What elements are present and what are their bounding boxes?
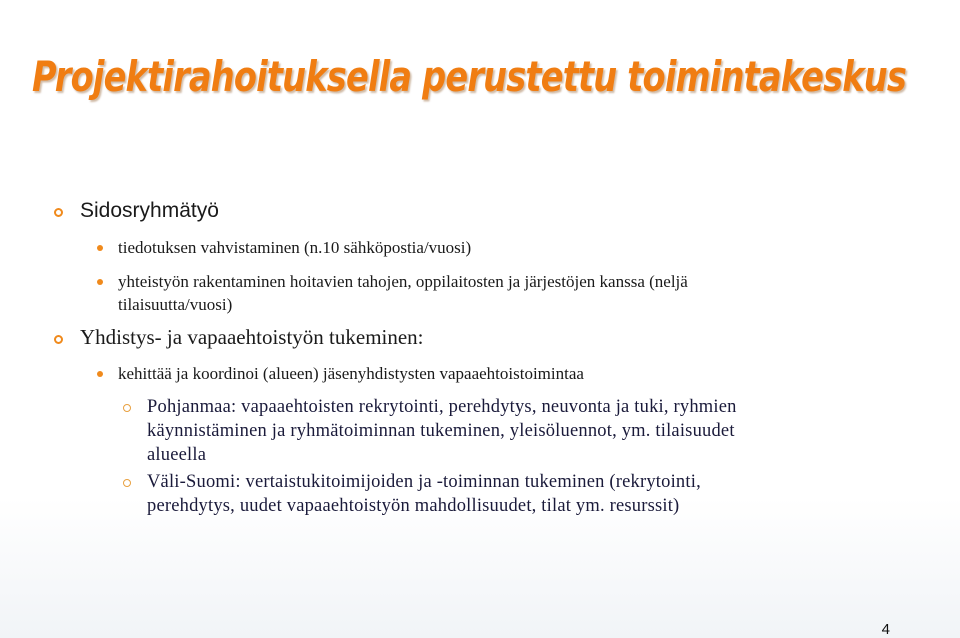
bullet-level3-continuation: käynnistäminen ja ryhmätoiminnan tukeminen, yleisöluennot, ym. tilaisuudet — [147, 421, 735, 441]
bullet-level3-continuation: alueella — [147, 445, 207, 465]
ring-bullet-icon — [54, 335, 63, 344]
dot-bullet-icon — [97, 371, 103, 377]
dot-bullet-icon — [97, 279, 103, 285]
bullet-level2: kehittää ja koordinoi (alueen) jäsenyhdistysten vapaaehtoistoimintaa — [118, 364, 584, 383]
ring-bullet-icon — [123, 479, 131, 487]
slide-title: Projektirahoituksella perustettu toimintakeskus — [32, 52, 907, 101]
bullet-level1: Yhdistys- ja vapaaehtoistyön tukeminen: — [80, 325, 424, 349]
ring-bullet-icon — [123, 404, 131, 412]
dot-bullet-icon — [97, 245, 103, 251]
bullet-level2: yhteistyön rakentaminen hoitavien tahojen, oppilaitosten ja järjestöjen kanssa (neljä — [118, 272, 688, 291]
bullet-level2-continuation: tilaisuutta/vuosi) — [118, 295, 233, 314]
bullet-level2: tiedotuksen vahvistaminen (n.10 sähköpostia/vuosi) — [118, 238, 472, 257]
bullet-level1: Sidosryhmätyö — [80, 199, 219, 222]
page-number: 4 — [881, 621, 890, 638]
bullet-level3: Väli-Suomi: vertaistukitoimijoiden ja -toiminnan tukeminen (rekrytointi, — [147, 472, 701, 492]
ring-bullet-icon — [54, 208, 63, 217]
bullet-level3-continuation: perehdytys, uudet vapaaehtoistyön mahdollisuudet, tilat ym. resurssit) — [147, 496, 680, 516]
bullet-level3: Pohjanmaa: vapaaehtoisten rekrytointi, perehdytys, neuvonta ja tuki, ryhmien — [147, 397, 737, 417]
